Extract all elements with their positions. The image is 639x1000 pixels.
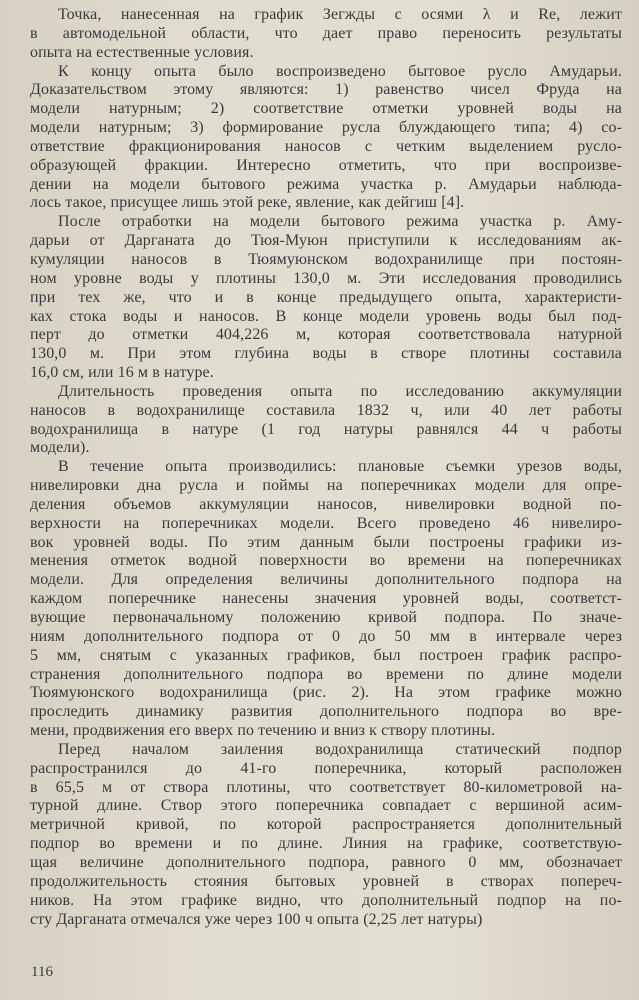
text-line: ников. На этом графике видно, что дополнительный подпор на по- — [30, 891, 622, 909]
text-line: После отработки на модели бытового режима участка р. Аму- — [58, 213, 622, 231]
text-line: вующие первоначальному положению кривой подпора. По значе- — [30, 609, 622, 626]
text-column — [30, 6, 622, 929]
text-line: В течение опыта производились: плановые съемки урезов воды, — [58, 458, 622, 476]
text-line: странения дополнительного подпора во времени по длине модели — [30, 665, 622, 683]
text-line: деления объемов аккумуляции наносов, нивелировки водной по- — [30, 495, 622, 513]
text-line: турной длине. Створ этого поперечника совпадает с вершиной асим- — [30, 797, 622, 815]
text-line: каждом поперечнике нанесены значения уровней воды, соответст- — [30, 590, 622, 608]
text-line: в 65,5 м от створа плотины, что соответствует 80-километровой на- — [30, 778, 622, 796]
text-line: Доказательством этому являются: 1) равенство чисел Фруда на — [30, 81, 622, 99]
paragraph — [30, 383, 622, 458]
paragraph — [30, 6, 622, 63]
text-line: модели натурным; 2) соответствие отметки уровней воды на — [30, 100, 622, 118]
text-line: продолжительность стояния бытовых уровней в створах попереч- — [30, 872, 622, 890]
paragraph — [30, 741, 622, 929]
text-line: вок уровней воды. По этим данным были построены графики из- — [30, 533, 622, 551]
text-line: сту Дарганата отмечался уже через 100 ч опыта (2,25 лет натуры) — [30, 910, 483, 928]
text-line: дарьи от Дарганата до Тюя-Муюн приступили к исследованиям ак- — [30, 232, 622, 250]
text-line: при тех же, что и в конце предыдущего опыта, характеристи- — [30, 288, 622, 306]
page-number: 116 — [31, 964, 53, 980]
text-line: распространился до 41-го поперечника, который расположен — [30, 759, 622, 777]
paragraph — [30, 213, 622, 383]
text-line: мени, продвижения его вверх по течению и вниз к створу плотины. — [30, 722, 496, 740]
text-line: 130,0 м. При этом глубина воды в створе плотины составила — [30, 345, 622, 363]
text-line: лось такое, присущее лишь этой реке, явление, как дейгиш [4]. — [30, 194, 465, 212]
text-line: Тюямуюнского водохранилища (рис. 2). На этом графике можно — [30, 684, 622, 702]
text-line: модели). — [30, 439, 90, 457]
text-line: кумуляции наносов в Тюямуюнском водохранилище при постоян- — [30, 250, 622, 268]
text-line: проследить динамику развития дополнительного подпора во вре- — [30, 703, 622, 721]
paragraph — [30, 458, 622, 741]
text-line: модели. Для определения величины дополнительного подпора на — [30, 571, 622, 589]
text-line: щая величине дополнительного подпора, равного 0 мм, обозначает — [30, 853, 622, 871]
text-line: метричной кривой, по которой распространяется дополнительный — [30, 816, 622, 834]
text-line: ответствие фракционирования наносов с четким выделением русло- — [30, 137, 622, 155]
text-line: Перед началом заиления водохранилища статический подпор — [58, 740, 622, 758]
text-line: модели натурным; 3) формирование русла блуждающего типа; 4) со- — [30, 119, 622, 137]
text-line: Длительность проведения опыта по исследованию аккумуляции — [58, 382, 622, 400]
text-line: менения отметок водной поверхности во времени на поперечниках — [30, 552, 622, 570]
text-line: перт до отметки 404,226 м, которая соответствовала натурной — [30, 326, 622, 344]
text-line: подпор во времени и по длине. Линия на графике, соответствую- — [30, 835, 622, 853]
text-line: опыта на естественные условия. — [30, 43, 254, 61]
text-line: ном уровне воды у плотины 130,0 м. Эти исследования проводились — [30, 269, 622, 287]
text-line: ках стока воды и наносов. В конце модели уровень воды был под- — [30, 307, 622, 325]
text-line: ниям дополнительного подпора от 0 до 50 мм в интервале через — [30, 627, 622, 645]
text-line: дении на модели бытового режима участка р. Амударьи наблюда- — [30, 175, 622, 193]
text-line: в автомодельной области, что дает право переносить результаты — [30, 24, 622, 42]
text-line: водохранилища в натуре (1 год натуры равнялся 44 ч работы — [30, 420, 622, 438]
text-line: верхности на поперечниках модели. Всего проведено 46 нивелиро- — [30, 514, 622, 532]
text-line: Точка, нанесенная на график Зегжды с осями λ и Re, лежит — [58, 6, 622, 23]
text-line: наносов в водохранилище составила 1832 ч, или 40 лет работы — [30, 401, 622, 419]
text-line: 5 мм, снятым с указанных графиков, был построен график распро- — [30, 646, 622, 664]
text-line: нивелировки дна русла и поймы на поперечниках модели для опре- — [30, 477, 622, 495]
text-line: К концу опыта было воспроизведено бытовое русло Амударьи. — [58, 62, 622, 80]
text-line: 16,0 см, или 16 м в натуре. — [30, 364, 214, 382]
paragraph — [30, 63, 622, 214]
text-line: образующей фракции. Интересно отметить, что при воспроизве- — [30, 156, 622, 174]
